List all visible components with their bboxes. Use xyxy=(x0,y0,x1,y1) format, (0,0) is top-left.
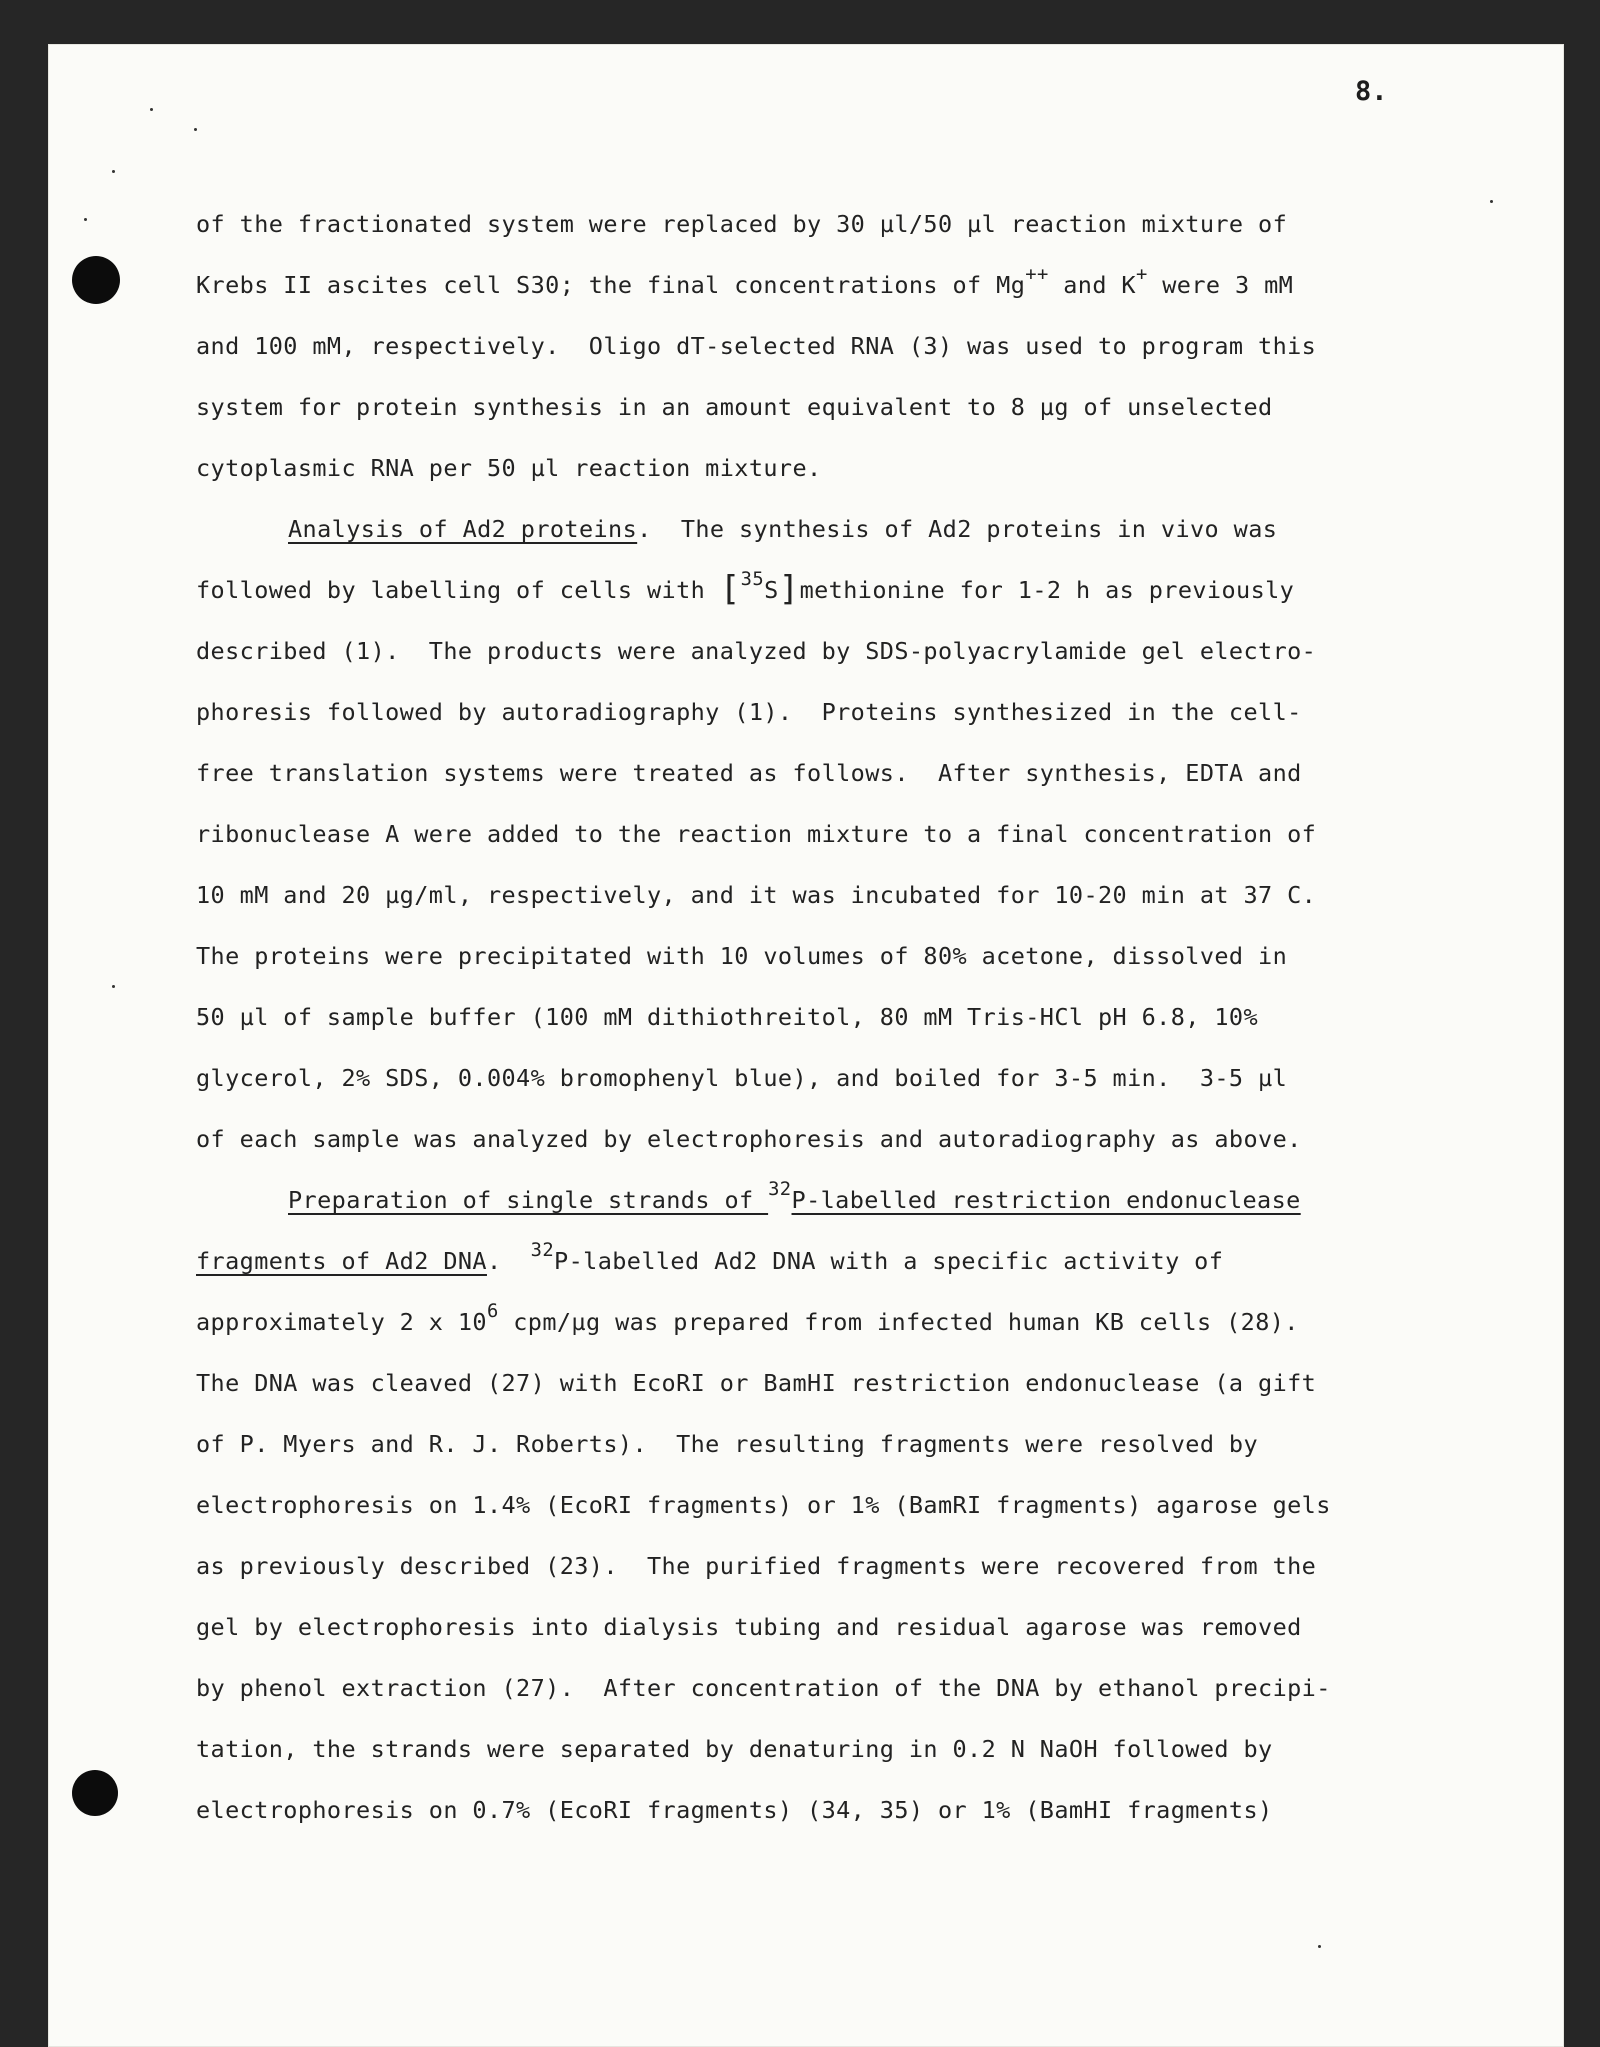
text-line xyxy=(196,1475,1386,1536)
line-text: Krebs II ascites cell S30; the final concentrations of Mg xyxy=(196,271,1026,299)
superscript: 32 xyxy=(768,1178,792,1200)
section-heading: P-labelled restriction endonuclease xyxy=(791,1186,1301,1214)
text-line xyxy=(196,1048,1386,1109)
superscript: 32 xyxy=(530,1239,555,1261)
text-line xyxy=(196,1170,1386,1231)
line-text: approximately 2 x 10 xyxy=(196,1308,487,1336)
line-text: The proteins were precipitated with 10 volumes of 80% acetone, dissolved in xyxy=(196,942,1288,970)
line-text: P-labelled Ad2 DNA with a specific activity of xyxy=(554,1247,1224,1275)
text-line xyxy=(196,377,1386,438)
text-line xyxy=(196,865,1386,926)
text-line xyxy=(196,194,1386,255)
line-text: as previously described (23). The purified fragments were recovered from the xyxy=(196,1552,1317,1580)
line-text: of each sample was analyzed by electrophoresis and autoradiography as above. xyxy=(196,1125,1302,1153)
line-text: 50 µl of sample buffer (100 mM dithiothreitol, 80 mM Tris-HCl pH 6.8, 10% xyxy=(196,1003,1259,1031)
line-text: electrophoresis on 0.7% (EcoRI fragments) (34, 35) or 1% (BamHI fragments) xyxy=(196,1796,1273,1824)
line-text: electrophoresis on 1.4% (EcoRI fragments) or 1% (BamRI fragments) agarose gels xyxy=(196,1491,1331,1519)
line-text: 10 mM and 20 µg/ml, respectively, and it was incubated for 10-20 min at 37 C. xyxy=(196,881,1317,909)
text-line xyxy=(196,1658,1386,1719)
line-text: tation, the strands were separated by denaturing in 0.2 N NaOH followed by xyxy=(196,1735,1273,1763)
line-text: cpm/µg was prepared from infected human KB cells (28). xyxy=(498,1308,1299,1336)
text-line xyxy=(196,255,1386,316)
line-text: gel by electrophoresis into dialysis tubing and residual agarose was removed xyxy=(196,1613,1302,1641)
scan-speck xyxy=(112,985,115,988)
superscript: 35 xyxy=(740,568,765,590)
scan-speck xyxy=(1490,200,1493,203)
text-line xyxy=(196,804,1386,865)
text-line xyxy=(196,1292,1386,1353)
text-line xyxy=(196,1231,1386,1292)
line-text: phoresis followed by autoradiography (1). Proteins synthesized in the cell- xyxy=(196,698,1302,726)
text-line xyxy=(196,438,1386,499)
line-text: and 100 mM, respectively. Oligo dT-selected RNA (3) was used to program this xyxy=(196,332,1317,360)
line-text: were 3 mM xyxy=(1147,271,1294,299)
line-text: . xyxy=(486,1247,531,1275)
line-text: described (1). The products were analyzed by SDS-polyacrylamide gel electro- xyxy=(196,637,1317,665)
line-text: free translation systems were treated as follows. After synthesis, EDTA and xyxy=(196,759,1302,787)
text-line xyxy=(196,1109,1386,1170)
line-text: ribonuclease A were added to the reaction mixture to a final concentration of xyxy=(196,820,1317,848)
line-text: methionine for 1-2 h as previously xyxy=(799,576,1295,604)
text-line xyxy=(196,1780,1386,1841)
text-line xyxy=(196,743,1386,804)
line-text: S xyxy=(764,576,779,604)
scan-speck xyxy=(1318,1945,1321,1948)
section-heading: Analysis of Ad2 proteins xyxy=(288,515,638,543)
section-heading: Preparation of single strands of xyxy=(288,1186,769,1214)
line-text: system for protein synthesis in an amount equivalent to 8 µg of unselected xyxy=(196,393,1273,421)
body-text xyxy=(196,194,1386,1841)
line-text: of P. Myers and R. J. Roberts). The resulting fragments were resolved by xyxy=(196,1430,1259,1458)
text-line xyxy=(196,1414,1386,1475)
scan-speck xyxy=(112,170,115,173)
text-line xyxy=(196,1719,1386,1780)
line-text: followed by labelling of cells with xyxy=(196,576,720,604)
superscript: ++ xyxy=(1025,263,1049,285)
line-text: cytoplasmic RNA per 50 µl reaction mixture. xyxy=(196,454,822,482)
text-line xyxy=(196,499,1386,560)
line-text: of the fractionated system were replaced by 30 µl/50 µl reaction mixture of xyxy=(196,210,1288,238)
text-line xyxy=(196,1536,1386,1597)
text-line xyxy=(196,1353,1386,1414)
page-number: 8. xyxy=(1355,76,1388,107)
text-line xyxy=(196,682,1386,743)
text-line xyxy=(196,621,1386,682)
line-text: by phenol extraction (27). After concentration of the DNA by ethanol precipi- xyxy=(196,1674,1331,1702)
punch-hole-bottom xyxy=(72,1770,118,1816)
text-line xyxy=(196,1597,1386,1658)
scan-speck xyxy=(194,128,197,131)
text-line xyxy=(196,316,1386,377)
line-text: . The synthesis of Ad2 proteins in vivo was xyxy=(637,515,1278,543)
line-text: and K xyxy=(1048,271,1136,299)
text-line: followed by labelling of cells with [$^{35}$S]methionine for 1-2 h as previously xyxy=(196,568,1295,609)
superscript: 6 xyxy=(486,1300,499,1322)
line-text: The DNA was cleaved (27) with EcoRI or BamHI restriction endonuclease (a gift xyxy=(196,1369,1317,1397)
text-line xyxy=(196,926,1386,987)
text-line xyxy=(196,987,1386,1048)
scan-speck xyxy=(150,108,153,111)
line-text: glycerol, 2% SDS, 0.004% bromophenyl blue), and boiled for 3-5 min. 3-5 µl xyxy=(196,1064,1288,1092)
punch-hole-top xyxy=(72,256,120,304)
section-heading: fragments of Ad2 DNA xyxy=(196,1247,487,1275)
scan-speck xyxy=(84,218,87,221)
superscript: + xyxy=(1135,263,1148,285)
